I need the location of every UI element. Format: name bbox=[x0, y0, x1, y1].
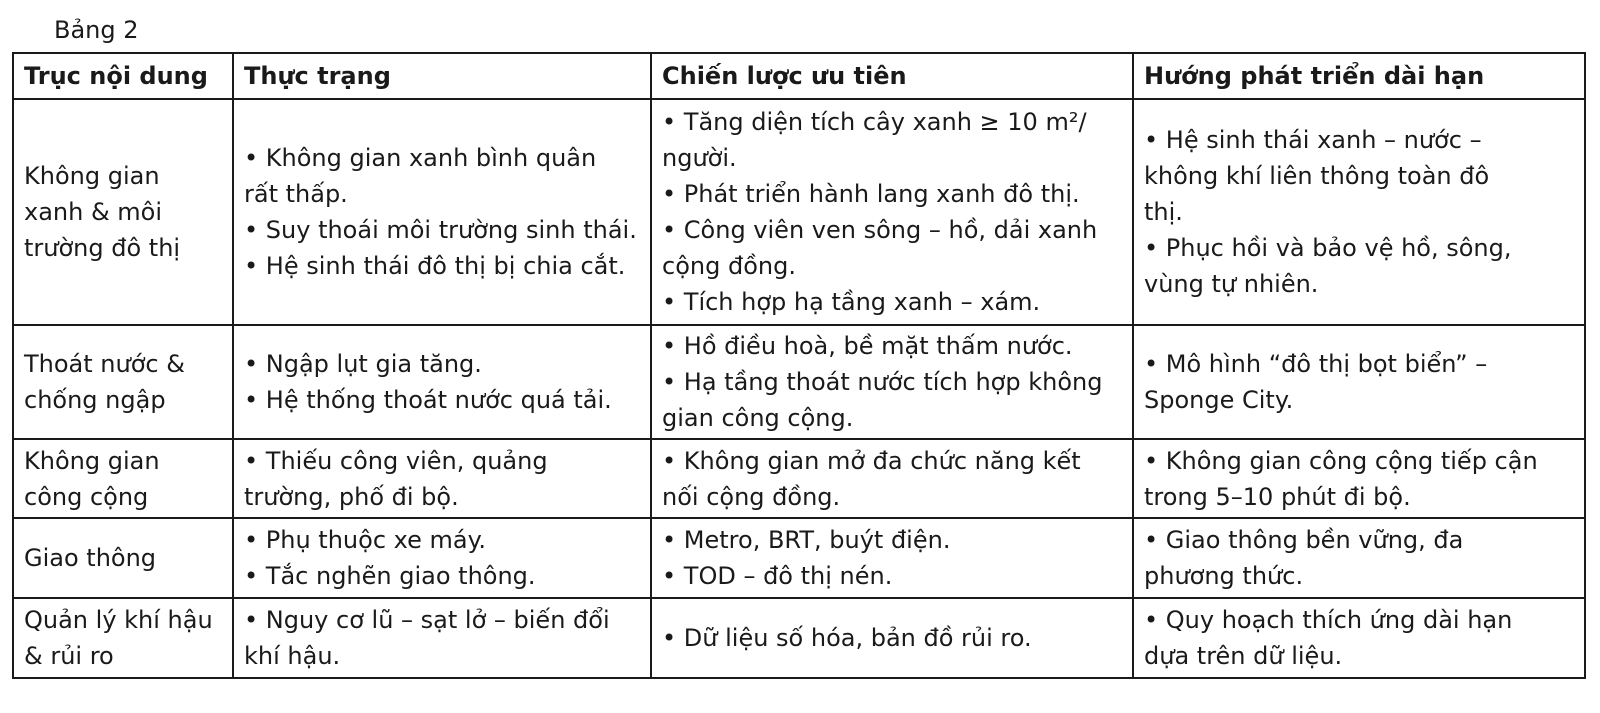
cell-line: • Giao thông bền vững, đa bbox=[1144, 526, 1464, 554]
cell-line: Sponge City. bbox=[1144, 386, 1294, 414]
table-row bbox=[13, 325, 1585, 439]
cell-line: • Dữ liệu số hóa, bản đồ rủi ro. bbox=[662, 624, 1032, 652]
header-status: Thực trạng bbox=[233, 53, 651, 99]
cell-line: cộng đồng. bbox=[662, 252, 796, 280]
cell-line: • Thiếu công viên, quảng bbox=[244, 446, 548, 475]
table-row bbox=[13, 99, 1585, 325]
cell-line: • Không gian mở đa chức năng kết bbox=[662, 446, 1081, 475]
cell-line: • Không gian xanh bình quân bbox=[244, 144, 597, 172]
cell-line: khí hậu. bbox=[244, 642, 341, 670]
cell-line: không khí liên thông toàn đô bbox=[1144, 162, 1490, 190]
cell-line: phương thức. bbox=[1144, 562, 1304, 590]
cell-line: nối cộng đồng. bbox=[662, 482, 841, 511]
cell-line: • Mô hình “đô thị bọt biển” – bbox=[1144, 350, 1488, 378]
cell-axis bbox=[13, 598, 233, 678]
table-row bbox=[13, 598, 1585, 678]
header-direction: Hướng phát triển dài hạn bbox=[1133, 53, 1585, 99]
cell-status bbox=[233, 99, 651, 325]
cell-line: dựa trên dữ liệu. bbox=[1144, 642, 1343, 670]
cell-line: Giao thông bbox=[24, 544, 157, 572]
data-table bbox=[12, 52, 1586, 679]
cell-line: • Hệ thống thoát nước quá tải. bbox=[244, 386, 612, 414]
cell-line: • TOD – đô thị nén. bbox=[662, 562, 893, 590]
table-caption: Bảng 2 bbox=[54, 16, 139, 44]
cell-line: • Tắc nghẽn giao thông. bbox=[244, 562, 536, 590]
cell-line: • Hệ sinh thái đô thị bị chia cắt. bbox=[244, 252, 626, 280]
cell-line: • Quy hoạch thích ứng dài hạn bbox=[1144, 606, 1513, 634]
cell-direction bbox=[1133, 325, 1585, 439]
cell-line: • Phụ thuộc xe máy. bbox=[244, 526, 487, 554]
cell-strategy bbox=[651, 439, 1133, 518]
header-row bbox=[13, 53, 1585, 99]
cell-axis bbox=[13, 99, 233, 325]
cell-axis bbox=[13, 439, 233, 518]
cell-line: • Hệ sinh thái xanh – nước – bbox=[1144, 126, 1482, 154]
cell-line: • Không gian công cộng tiếp cận bbox=[1144, 446, 1538, 475]
cell-direction bbox=[1133, 598, 1585, 678]
cell-line: & rủi ro bbox=[24, 642, 114, 670]
cell-line: • Nguy cơ lũ – sạt lở – biến đổi bbox=[244, 606, 610, 634]
cell-line: • Suy thoái môi trường sinh thái. bbox=[244, 216, 637, 244]
cell-line: • Tích hợp hạ tầng xanh – xám. bbox=[662, 288, 1041, 316]
header-axis: Trục nội dung bbox=[13, 53, 233, 99]
cell-status bbox=[233, 325, 651, 439]
cell-line: Không gian bbox=[24, 162, 160, 190]
cell-line: chống ngập bbox=[24, 386, 166, 414]
cell-line: trường, phố đi bộ. bbox=[244, 482, 459, 511]
cell-strategy bbox=[651, 99, 1133, 325]
cell-direction bbox=[1133, 439, 1585, 518]
cell-line: xanh & môi bbox=[24, 198, 163, 226]
cell-strategy bbox=[651, 325, 1133, 439]
cell-line: • Ngập lụt gia tăng. bbox=[244, 350, 482, 378]
cell-status bbox=[233, 598, 651, 678]
cell-line: trường đô thị bbox=[24, 234, 181, 262]
cell-axis bbox=[13, 518, 233, 598]
cell-line: • Phục hồi và bảo vệ hồ, sông, bbox=[1144, 234, 1512, 262]
table-row bbox=[13, 439, 1585, 518]
cell-line: công cộng bbox=[24, 482, 149, 511]
cell-status bbox=[233, 518, 651, 598]
cell-line: Quản lý khí hậu bbox=[24, 606, 213, 634]
cell-line: • Hạ tầng thoát nước tích hợp không bbox=[662, 368, 1103, 396]
cell-direction bbox=[1133, 518, 1585, 598]
cell-line: • Tăng diện tích cây xanh ≥ 10 m²/ bbox=[662, 108, 1087, 136]
header-strategy: Chiến lược ưu tiên bbox=[651, 53, 1133, 99]
cell-line: vùng tự nhiên. bbox=[1144, 270, 1319, 298]
cell-line: người. bbox=[662, 144, 737, 172]
cell-line: trong 5–10 phút đi bộ. bbox=[1144, 482, 1411, 511]
cell-line: • Phát triển hành lang xanh đô thị. bbox=[662, 180, 1080, 208]
cell-line: Không gian bbox=[24, 446, 160, 475]
cell-line: • Hồ điều hoà, bề mặt thấm nước. bbox=[662, 332, 1073, 360]
cell-direction bbox=[1133, 99, 1585, 325]
cell-line: Thoát nước & bbox=[24, 350, 185, 378]
cell-status bbox=[233, 439, 651, 518]
cell-line: rất thấp. bbox=[244, 180, 348, 208]
cell-line: thị. bbox=[1144, 198, 1183, 226]
cell-strategy bbox=[651, 518, 1133, 598]
cell-line: • Công viên ven sông – hồ, dải xanh bbox=[662, 216, 1098, 244]
table-row bbox=[13, 518, 1585, 598]
cell-line: gian công cộng. bbox=[662, 404, 854, 432]
cell-axis bbox=[13, 325, 233, 439]
cell-strategy bbox=[651, 598, 1133, 678]
cell-line: • Metro, BRT, buýt điện. bbox=[662, 526, 951, 554]
